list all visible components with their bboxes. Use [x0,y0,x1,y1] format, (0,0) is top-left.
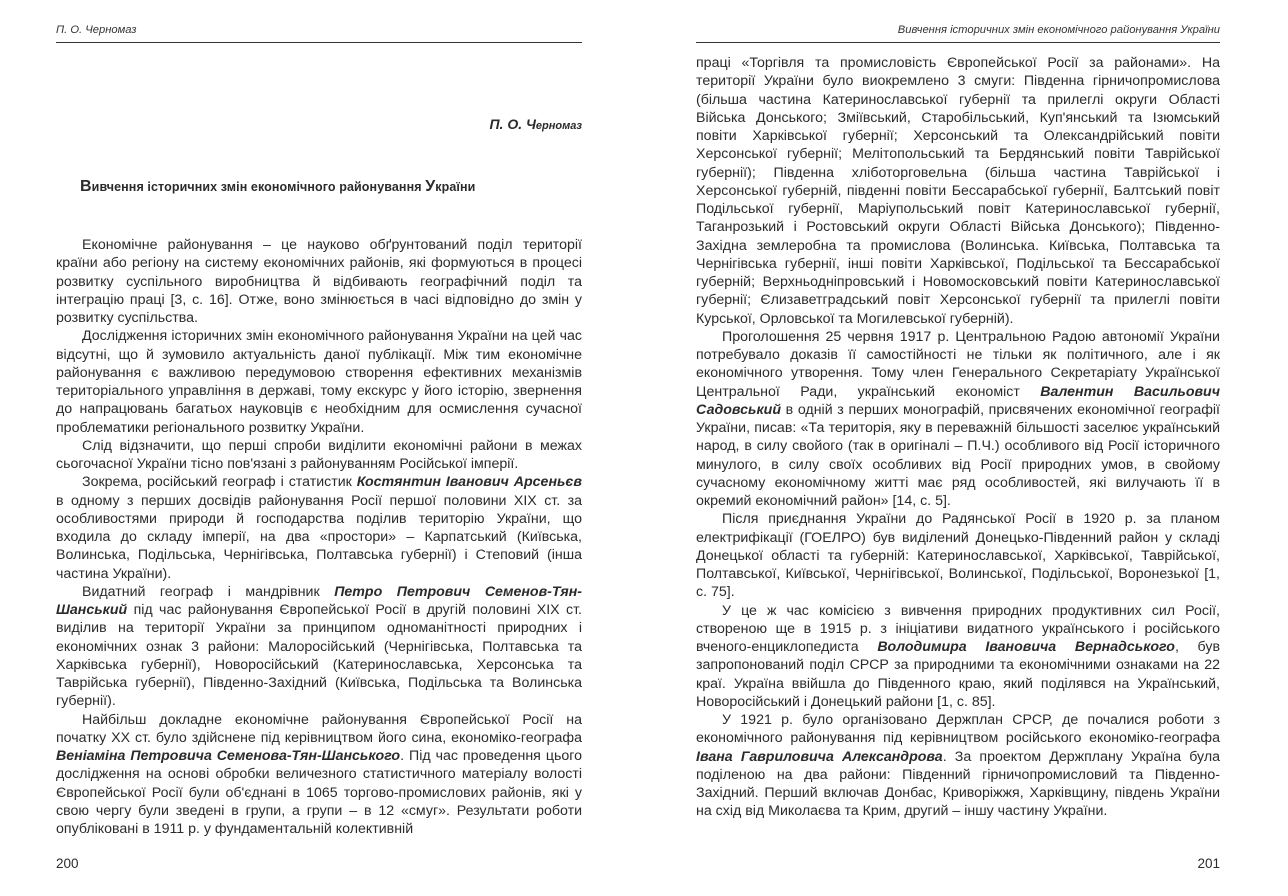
paragraph-text: під час районування Європейської Росії в другій половині XIX ст. виділив на території України за принципом одноманітності природних і економічних ознак 3 райони: Малоросійський (Чернігівська, Полтавська та Харківська губернії), Новоросійський (Катеринославська, Херсонська та Таврійська губернії), Південно-Західний (Київська, Подільська та Волинська губернії). [56,602,582,710]
running-head-title: Вивчення історичних змін економічного районування України [696,24,1220,43]
person-name: Володимира Івановича Вернадського [877,639,1175,655]
paragraph: Дослідження історичних змін економічного районування України на цей час відсутні, що й зумовило актуальність даної публікації. Між тим економічне районування є важливою передумовою створення ефективних механізмів територіального управління в державі, тому екскурс у його історію, звернення до напрацювань багатьох науковців є необхідним для осмислення сучасної проблематики регіонального розвитку України. [56,328,582,436]
paragraph-text: в одному з перших досвідів районування Росії першої половини XIX ст. за особливостями природи й господарства поділив територію України, що входила до складу імперії, на два «простори» – Карпатський (Київська, Волинська, Подільська, Чернігівська, Полтавська губернії) і Степовий (інша частина України). [56,492,582,582]
running-head-author: П. О. Черномаз [56,24,582,43]
author-initials: П. О. Ч [489,116,536,132]
body-text [696,54,1220,821]
paragraph-text: , був запропонований поділ СРСР за природними та економічними ознаками на 22 краї. Україна ввійшла до Південного краю, який поділявся на Український, Новоросійський і Донецький райони [1, с. 85]. [696,639,1220,710]
person-name: Костянтин Іванович Арсеньєв [356,474,582,491]
person-name: Валентин Васильович Садовський [696,383,1220,418]
paragraph-text: У 1921 р. було організовано Держплан СРСР, де почалися роботи з економічного районування під керівництвом російського економіко-географа [696,712,1220,747]
left-page [56,0,582,896]
person-name: Петро Петрович Семенов-Тян-Шанський [56,583,582,618]
paragraph [56,473,582,583]
person-name: Веніаміна Петровича Семенова-Тян-Шанського [56,748,401,764]
author-surname-rest: ерномаз [535,120,582,132]
paragraph [56,711,582,839]
paragraph: Економічне районування – це науково обґрунтований поділ території країни або регіону на систему економічних районів, які формуються в процесі розвитку суспільного виробництва й відбивають географічний поділ та інтеграцію праці [3, с. 16]. Отже, воно змінюється в часі відповідно до змін у розвитку суспільства. [56,237,582,326]
paragraph-text: . За проектом Держплану Україна була поділеною на два райони: Південний гірничопромисловий та Південно-Західний. Перший включав Донбас, Криворіжжя, Харківщину, південь України на схід від Миколаєва та Крим, другий – іншу частину України. [696,748,1220,820]
page-number: 201 [1197,856,1220,871]
title-cap: У [425,178,436,195]
title-text: країни [435,180,476,194]
page-number: 200 [56,856,79,871]
title-text: ивчення історичних змін економічного районування [91,180,426,194]
paragraph-text: Найбільш докладне економічне районування Європейської Росії на початку XX ст. було здійснене під керівництвом його сина, економіко-географа [56,711,582,746]
article-title [80,178,560,196]
paragraph [696,602,1220,712]
paragraph-text: . Під час проведення цього дослідження на основі обробки величезного статистичного матеріалу волості Європейської Росії були об'єднані в 1065 торгово-промислових районів, які у свою чергу були зведені в групи, а групи – в 12 «смуг». Результати роботи опубліковані в 1911 р. у фундаментальній колективній [56,748,582,837]
paragraph [56,583,582,711]
paragraph: Після приєднання України до Радянської Росії в 1920 р. за планом електрифікації (ГОЕЛРО) був виділений Донецько-Південний район у складі Донецької області та губерній: Катеринославської, Харківської, Таврійської, Полтавської, Київської, Чернігівської, Волинської, Подільської, Воронезької [1, с. 75]. [696,511,1220,601]
body-text [56,236,582,838]
paragraph-text: Зокрема, російський географ і статистик [82,474,357,491]
title-cap: В [80,178,92,195]
paragraph: Слід відзначити, що перші спроби виділити економічні райони в межах сьогочасної України тісно пов'язані з районуванням Російської імперії. [56,437,582,472]
paragraph-text: У це ж час комісією з вивчення природних продуктивних сил Росії, створеною ще в 1915 р. з ініціативи видатного українського і російського вченого-енциклопедиста [696,602,1220,655]
right-page [696,0,1220,896]
person-name: Івана Гавриловича Александрова [696,748,943,765]
article-author [489,116,582,132]
paragraph-text: Видатний географ і мандрівник [82,583,335,600]
paragraph-text: в одній з перших монографій, присвячених економічної географії України, писав: «Та територія, яку в переважній більшості заселює український народ, в силу свойого (так в оригіналі – П.Ч.) особливого від Росії історичного минулого, в силу своїх особливих від Росії природних умов, в свойому сучасному економічному житті має ряд особливостей, які вилучають її в окремий економічний район» [14, с. 5]. [696,401,1220,509]
paragraph [696,328,1220,511]
paragraph [696,711,1220,821]
paragraph: праці «Торгівля та промисловість Європейської Росії за районами». На території України було виокремлено 3 смуги: Південна гірничопромислова (більша частина Катеринославської губернії та прилеглі округи Області Війська Донського; Зміївський, Старобільський, Куп'янський та Ізюмський повіти Харківської губернії; Херсонський та Олександрійський повіти Херсонської губернії; Мелітопольський та Бердянський повіти Таврійської губернії); Південна хліботорговельна (більша частина Таврійської і Херсонської губерній, південні повіти Бессарабської губернії, Балтський повіт Подільської губернії, Маріупольський повіт Катеринославської губернії, Таганрозький і Ростовський округи Області Війська Донського); Південно-Західна землеробна та промислова (Волинська. Київська, Полтавська та Чернігівська губернії, інші повіти Харківської, Подільської та Бессарабської губерній; Верхньодніпровський і Новомосковський повіти Катеринославської губернії; Єлизаветградський повіт Херсонської губернії та прилеглі повіти Курської, Орловської та Могилевської губерній). [696,55,1220,327]
paragraph-text: Проголошення 25 червня 1917 р. Центральною Радою автономії України потребувало доказів її самостійності не тільки як політичного, але і як економічного утворення. Тому член Генерального Секретаріату Української Центральної Ради, український економіст [696,328,1220,400]
